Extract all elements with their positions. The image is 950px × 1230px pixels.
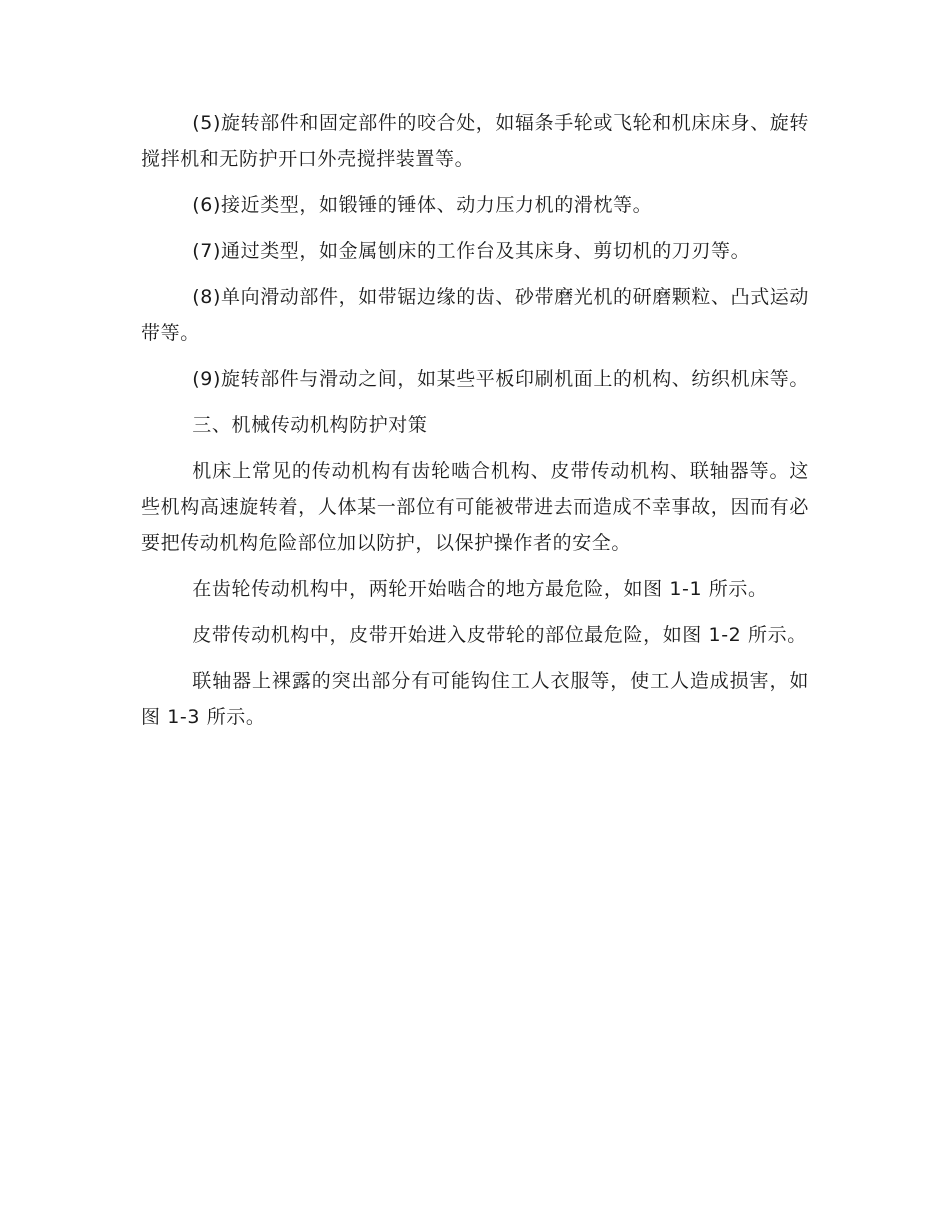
paragraph-belt-transmission: 皮带传动机构中，皮带开始进入皮带轮的部位最危险，如图 1-2 所示。 (192, 624, 807, 646)
paragraph-coupling: 联轴器上裸露的突出部分有可能钩住工人衣服等，使工人造成损害，如图 1-3 所示。 (141, 670, 809, 728)
paragraph-item-7: (7)通过类型，如金属刨床的工作台及其床身、剪切机的刀刃等。 (192, 240, 751, 262)
paragraph-item-5: (5)旋转部件和固定部件的咬合处，如辐条手轮或飞轮和机床床身、旋转搅拌机和无防护开口外壳搅拌装置等。 (141, 112, 810, 170)
paragraph-item-6: (6)接近类型，如锻锤的锤体、动力压力机的滑枕等。 (192, 194, 653, 216)
paragraph-gear-transmission: 在齿轮传动机构中，两轮开始啮合的地方最危险，如图 1-1 所示。 (192, 578, 768, 600)
section-heading: 三、机械传动机构防护对策 (192, 414, 428, 436)
document-body (141, 105, 809, 745)
paragraph-item-8: (8)单向滑动部件，如带锯边缘的齿、砂带磨光机的研磨颗粒、凸式运动带等。 (141, 286, 810, 344)
paragraph-item-9: (9)旋转部件与滑动之间，如某些平板印刷机面上的机构、纺织机床等。 (192, 368, 810, 390)
paragraph-transmission-overview: 机床上常见的传动机构有齿轮啮合机构、皮带传动机构、联轴器等。这些机构高速旋转着，人体某一部位有可能被带进去而造成不幸事故，因而有必要把传动机构危险部位加以防护，以保护操作者的安全。 (141, 460, 809, 554)
